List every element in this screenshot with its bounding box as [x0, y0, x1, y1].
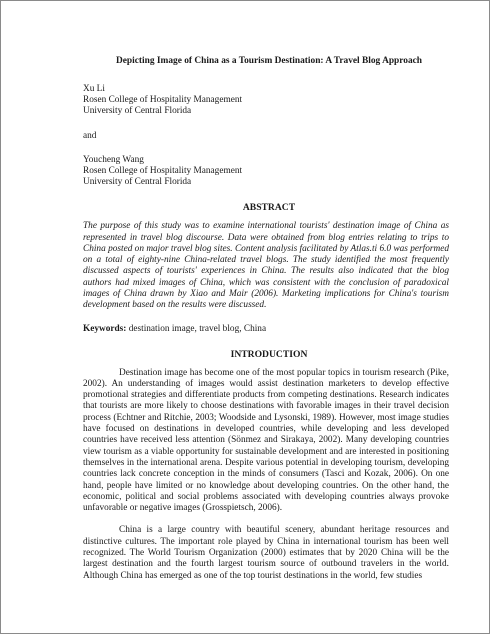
abstract-text: The purpose of this study was to examine international tourists' destination image of China as represented in travel blog discourse. Data were obtained from blog entries relating to trips to China posted on major travel blog sites. Content analysis facilitated by Atlas.ti 6.0 was performed on a total of eighty-nine China-related travel blogs. The study identified the most frequently discussed aspects of tourists' experiences in China. The results also indicated that the blog authors had mixed images of China, which was consistent with the conclusion of paradoxical images of China drawn by Xiao and Mair (2006). Marketing implications for China's tourism development based on the results were discussed. [83, 221, 449, 311]
author-name: Youcheng Wang [83, 154, 144, 165]
author-block-2 [83, 155, 449, 189]
keywords-line [83, 324, 449, 335]
author-affiliation: Rosen College of Hospitality Management [83, 165, 243, 176]
keywords-text: destination image, travel blog, China [126, 323, 267, 334]
author-institution: University of Central Florida [83, 106, 192, 117]
paper-title: Depicting Image of China as a Tourism Destination: A Travel Blog Approach [115, 56, 423, 66]
keywords-label: Keywords: [83, 323, 127, 334]
abstract-heading: ABSTRACT [242, 202, 296, 214]
author-institution: University of Central Florida [83, 177, 192, 188]
body-paragraph: Destination image has become one of the most popular topics in tourism research (Pike, 2002). An understanding of images would assist destination marketers to develop effective promotional strategies and differentiate products from competing destinations. Research indicates that tourists are more likely to choose destinations with favorable images in their travel decision process (Echtner and Ritchie, 2003; Woodside and Lysonski, 1989). However, most image studies have focused on destinations in developed countries, while developing and less developed countries have received less attention (Sönmez and Sirakaya, 2002). Many developing countries view tourism as a viable opportunity for sustainable development and are interested in positioning themselves in the international arena. Despite various potential in developing tourism, developing countries lack concrete conception in the minds of consumers (Tasci and Kozak, 2006). On one hand, people have limited or no knowledge about developing countries. On the other hand, the economic, political and social problems associated with developing countries always provoke unfavorable or negative images (Grosspietsch, 2006). [83, 367, 449, 514]
author-affiliation: Rosen College of Hospitality Management [83, 95, 243, 106]
author-block-1 [83, 84, 449, 118]
author-conjunction: and [83, 130, 97, 141]
author-name: Xu Li [83, 84, 105, 94]
body-paragraph: China is a large country with beautiful scenery, abundant heritage resources and distinctive cultures. The important role played by China in international tourism has been well recognized. The World Tourism Organization (2000) estimates that by 2020 China will be the largest destination and the fourth largest tourism source of outbound travelers in the world. Although China has emerged as one of the top tourist destinations in the world, few studies [83, 525, 449, 581]
introduction-heading: INTRODUCTION [230, 348, 308, 360]
